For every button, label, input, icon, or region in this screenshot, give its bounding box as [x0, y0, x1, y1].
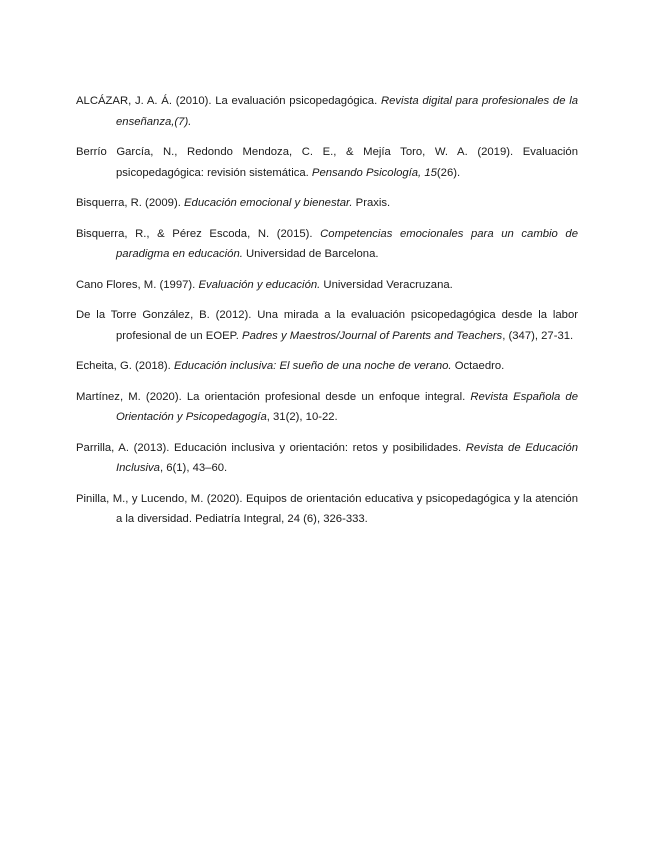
reference-text-end: Octaedro.	[451, 360, 505, 372]
reference-text-end: Universidad de Barcelona.	[242, 248, 379, 260]
reference-text-end: , 6(1), 43–60.	[159, 462, 228, 474]
reference-text: Berrío García, N., Redondo Mendoza, C. E., & Mejía Toro, W. A. (2019). Evaluación psicopedagógica: revisión sistemática.	[76, 146, 578, 179]
reference-item	[76, 356, 578, 377]
reference-item	[76, 142, 578, 183]
reference-text-end: , 31(2), 10-22.	[266, 411, 338, 423]
reference-item	[76, 305, 578, 346]
reference-italic: Competencias emocionales para un cambio de paradigma en educación.	[116, 227, 578, 260]
reference-text-end: Universidad Veracruzana.	[320, 278, 453, 291]
reference-italic: Evaluación y educación.	[198, 278, 321, 291]
reference-italic: Revista de Educación Inclusiva	[116, 441, 578, 474]
reference-text-end: (26).	[436, 166, 461, 179]
reference-text: Parrilla, A. (2013). Educación inclusiva y orientación: retos y posibilidades.	[76, 441, 466, 454]
reference-italic: Revista Española de Orientación y Psicopedagogía	[116, 390, 578, 423]
reference-text: Echeita, G. (2018).	[76, 360, 174, 372]
reference-text: Cano Flores, M. (1997).	[76, 278, 199, 291]
reference-text-end: , (347), 27-31.	[502, 329, 574, 342]
reference-text: De la Torre González, B. (2012). Una mirada a la evaluación psicopedagógica desde la labor profesional de un EOEP.	[76, 309, 578, 342]
reference-item	[76, 275, 578, 296]
reference-text: Martínez, M. (2020). La orientación profesional desde un enfoque integral.	[76, 390, 471, 403]
reference-item	[76, 224, 578, 265]
reference-item	[76, 91, 578, 132]
reference-text: ALCÁZAR, J. A. Á. (2010). La evaluación psicopedagógica.	[76, 95, 381, 107]
reference-item	[76, 193, 578, 214]
reference-italic: Padres y Maestros/Journal of Parents and Teachers	[242, 329, 503, 342]
reference-item	[76, 489, 578, 530]
reference-item	[76, 438, 578, 479]
reference-text-end: Praxis.	[352, 197, 391, 209]
reference-text: Pinilla, M., y Lucendo, M. (2020). Equipos de orientación educativa y psicopedagógica y la atención a la diversidad. Pediatría Integral, 24 (6), 326-333.	[76, 492, 578, 525]
reference-item	[76, 387, 578, 428]
reference-italic: Educación inclusiva: El sueño de una noche de verano.	[173, 360, 452, 372]
reference-italic: Pensando Psicología, 15	[311, 166, 437, 179]
reference-text: Bisquerra, R., & Pérez Escoda, N. (2015).	[76, 227, 321, 240]
reference-text: Bisquerra, R. (2009).	[76, 197, 184, 209]
reference-italic: Revista digital para profesionales de la enseñanza,(7).	[116, 95, 579, 128]
reference-list	[76, 91, 578, 540]
reference-italic: Educación emocional y bienestar.	[184, 197, 353, 209]
